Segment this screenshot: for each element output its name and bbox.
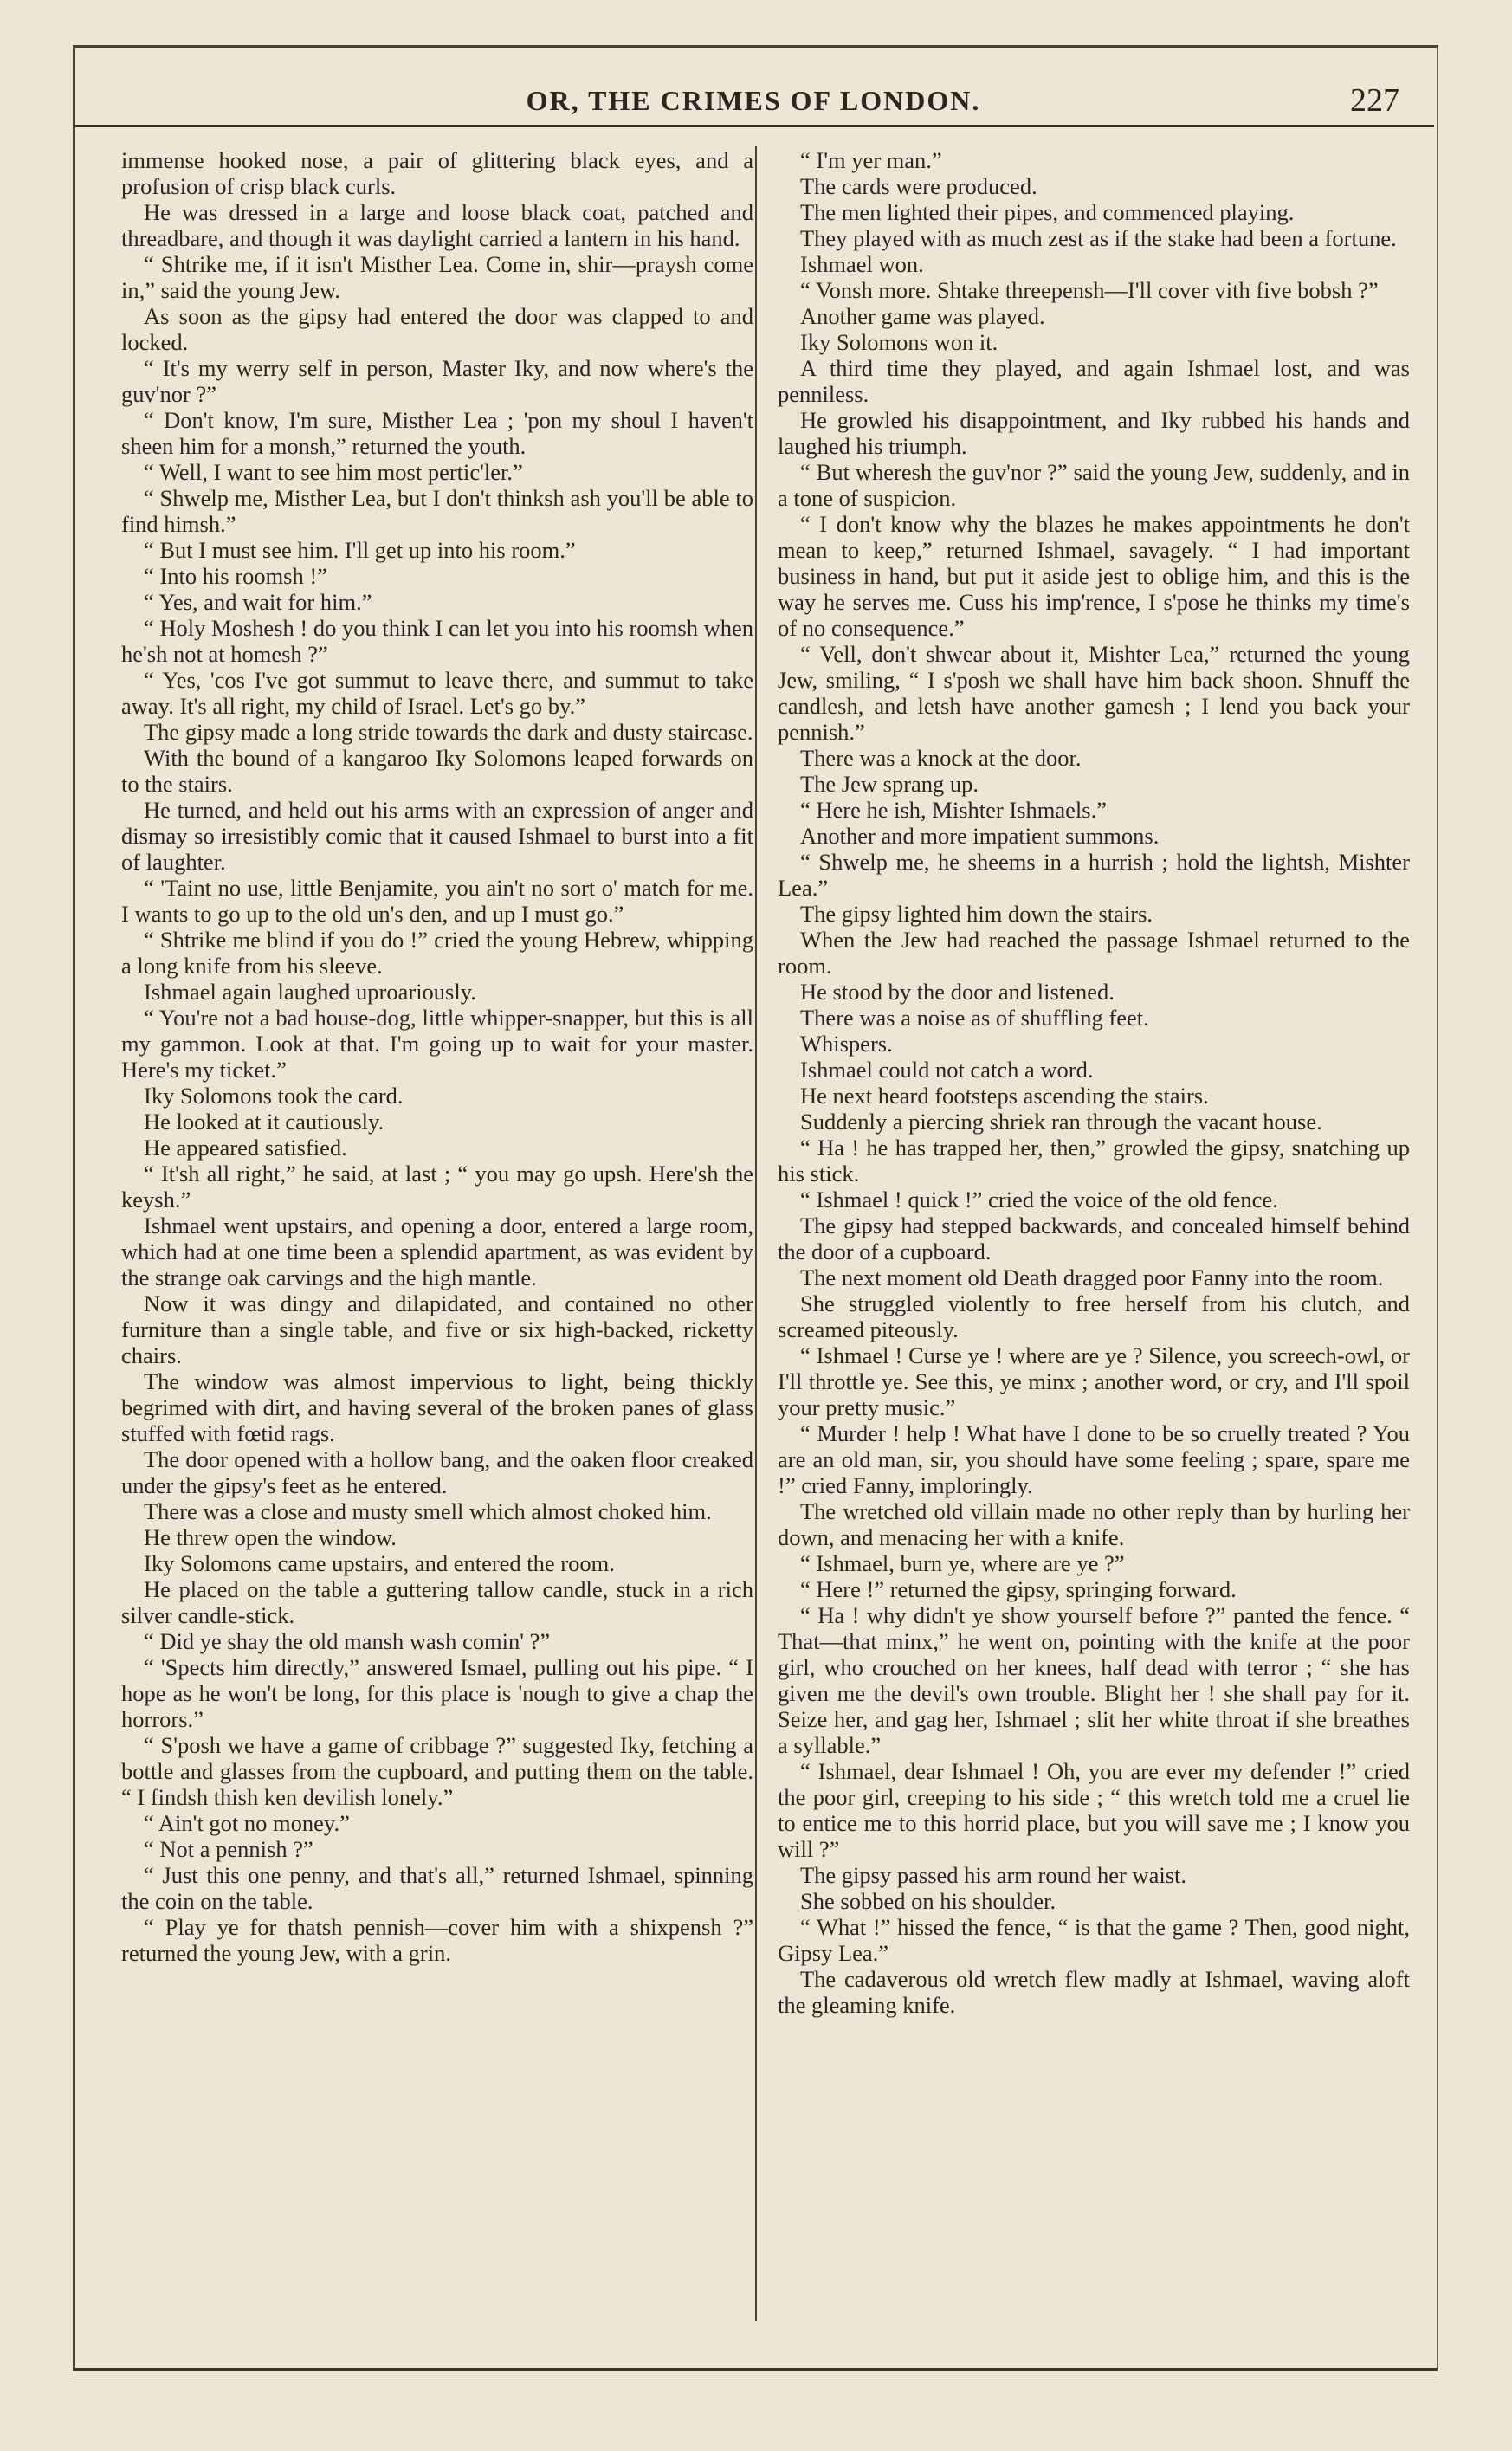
paragraph: “ Shwelp me, he sheems in a hurrish ; hold the lightsh, Mishter Lea.” (778, 849, 1410, 901)
paragraph: Another and more impatient summons. (800, 823, 1160, 849)
paragraph: “ Ha ! why didn't ye show yourself before ?” panted the fence. “ That—that minx,” he went on, pointing with the knife at the poor girl, who crouched on her knees, half dead with terror ; “ she has given me the devil's own trouble. Blight her ! she shall pay for it. Seize her, and gag her, Ishmael ; slit her white throat if she breathes a syllable.” (778, 1602, 1410, 1758)
paragraph: “ You're not a bad house-dog, little whipper-snapper, but this is all my gammon. Look at that. I'm going up to wait for your master. Here's my ticket.” (121, 1005, 753, 1083)
page-number: 227 (1350, 82, 1399, 119)
paragraph: The next moment old Death dragged poor Fanny into the room. (800, 1264, 1384, 1290)
running-title: OR, THE CRIMES OF LONDON. (526, 85, 981, 116)
paragraph: “ Vonsh more. Shtake threepensh—I'll cover vith five bobsh ?” (800, 277, 1379, 303)
right-column (778, 147, 1410, 2018)
paragraph: “ Not a pennish ?” (144, 1836, 313, 1862)
running-header (73, 81, 1434, 127)
paragraph: “ Play ye for thatsh pennish—cover him with a shixpensh ?” returned the young Jew, with a grin. (121, 1914, 753, 1966)
paragraph: “ S'posh we have a game of cribbage ?” suggested Iky, fetching a bottle and glasses from the cupboard, and putting them on the table. “ I findsh thish ken devilish lonely.” (121, 1732, 753, 1810)
paragraph: Another game was played. (800, 303, 1045, 329)
paragraph: “ 'Taint no use, little Benjamite, you ain't no sort o' match for me. I wants to go up to the old un's den, and up I must go.” (121, 875, 753, 927)
paragraph: “ Shwelp me, Misther Lea, but I don't thinksh ash you'll be able to find himsh.” (121, 485, 753, 537)
paragraph: “ 'Spects him directly,” answered Ismael, pulling out his pipe. “ I hope as he won't be long, for this place is 'nough to give a chap the horrors.” (121, 1654, 753, 1732)
paragraph: The cards were produced. (800, 173, 1037, 199)
paragraph: The gipsy passed his arm round her waist. (800, 1862, 1186, 1888)
paragraph: “ What !” hissed the fence, “ is that the game ? Then, good night, Gipsy Lea.” (778, 1914, 1410, 1966)
paragraph: The gipsy made a long stride towards the dark and dusty staircase. (144, 719, 753, 745)
paragraph: “ Shtrike me blind if you do !” cried the young Hebrew, whipping a long knife from his sleeve. (121, 927, 753, 979)
paragraph: “ It's my werry self in person, Master Iky, and now where's the guv'nor ?” (121, 355, 753, 407)
paragraph: “ Here he ish, Mishter Ishmaels.” (800, 797, 1107, 823)
paragraph: He next heard footsteps ascending the stairs. (800, 1083, 1209, 1109)
column-divider (755, 146, 757, 2321)
paragraph: He threw open the window. (144, 1524, 397, 1550)
paragraph: A third time they played, and again Ishmael lost, and was penniless. (778, 355, 1410, 407)
paragraph: Ishmael won. (800, 251, 924, 277)
paragraph: The window was almost impervious to light, being thickly begrimed with dirt, and having several of the broken panes of glass stuffed with fœtid rags. (121, 1368, 753, 1446)
paragraph: The Jew sprang up. (800, 771, 979, 797)
paragraph: “ I'm yer man.” (800, 147, 942, 173)
paragraph: He growled his disappointment, and Iky rubbed his hands and laughed his triumph. (778, 407, 1410, 459)
paragraph: immense hooked nose, a pair of glittering black eyes, and a profusion of crisp black curls. (121, 147, 753, 199)
paragraph: “ Yes, and wait for him.” (144, 589, 372, 615)
paragraph: “ Here !” returned the gipsy, springing forward. (800, 1576, 1237, 1602)
paragraph: “ Ishmael, dear Ishmael ! Oh, you are ever my defender !” cried the poor girl, creeping to his side ; “ this wretch told me a cruel lie to entice me to this horrid place, but you will save me ; I know you will ?” (778, 1758, 1410, 1862)
paragraph: “ I don't know why the blazes he makes appointments he don't mean to keep,” returned Ishmael, savagely. “ I had important business in hand, but put it aside jest to oblige him, and this is the way he serves me. Cuss his imp'rence, I s'pose he thinks my time's of no consequence.” (778, 511, 1410, 641)
paragraph: “ Yes, 'cos I've got summut to leave there, and summut to take away. It's all right, my child of Israel. Let's go by.” (121, 667, 753, 719)
paragraph: She sobbed on his shoulder. (800, 1888, 1056, 1914)
paragraph: “ Just this one penny, and that's all,” returned Ishmael, spinning the coin on the table. (121, 1862, 753, 1914)
paragraph: Ishmael went upstairs, and opening a door, entered a large room, which had at one time been a splendid apartment, as was evident by the strange oak carvings and the high mantle. (121, 1213, 753, 1290)
paragraph: “ Ishmael ! quick !” cried the voice of the old fence. (800, 1187, 1278, 1213)
paragraph: When the Jew had reached the passage Ishmael returned to the room. (778, 927, 1410, 979)
paragraph: Whispers. (800, 1031, 893, 1057)
paragraph: “ Holy Moshesh ! do you think I can let you into his roomsh when he'sh not at homesh ?” (121, 615, 753, 667)
paragraph: “ Shtrike me, if it isn't Misther Lea. Come in, shir—praysh come in,” said the young Jew. (121, 251, 753, 303)
paragraph: “ But I must see him. I'll get up into his room.” (144, 537, 576, 563)
paragraph: There was a close and musty smell which almost choked him. (144, 1498, 712, 1524)
paragraph: He appeared satisfied. (144, 1135, 347, 1161)
paragraph: Iky Solomons won it. (800, 329, 998, 355)
paragraph: There was a knock at the door. (800, 745, 1082, 771)
paragraph: “ Don't know, I'm sure, Misther Lea ; 'pon my shoul I haven't sheen him for a monsh,” returned the youth. (121, 407, 753, 459)
paragraph: The gipsy lighted him down the stairs. (800, 901, 1153, 927)
paragraph: The gipsy had stepped backwards, and concealed himself behind the door of a cupboard. (778, 1213, 1410, 1264)
paragraph: “ Vell, don't shwear about it, Mishter Lea,” returned the young Jew, smiling, “ I s'posh we shall have him back shoon. Shnuff the candlesh, and letsh have another gamesh ; I lend you back your pennish.” (778, 641, 1410, 745)
paragraph: They played with as much zest as if the stake had been a fortune. (800, 225, 1397, 251)
paragraph: He turned, and held out his arms with an expression of anger and dismay so irresistibly comic that it caused Ishmael to burst into a fit of laughter. (121, 797, 753, 875)
paragraph: Ishmael again laughed uproariously. (144, 979, 476, 1005)
paragraph: The cadaverous old wretch flew madly at Ishmael, waving aloft the gleaming knife. (778, 1966, 1410, 2018)
paragraph: The wretched old villain made no other reply than by hurling her down, and menacing her with a knife. (778, 1498, 1410, 1550)
paragraph: He looked at it cautiously. (144, 1109, 384, 1135)
paragraph: “ Ha ! he has trapped her, then,” growled the gipsy, snatching up his stick. (778, 1135, 1410, 1187)
paragraph: “ Into his roomsh !” (144, 563, 327, 589)
bottom-rule (73, 2368, 1438, 2371)
paragraph: Ishmael could not catch a word. (800, 1057, 1094, 1083)
paragraph: As soon as the gipsy had entered the door was clapped to and locked. (121, 303, 753, 355)
paragraph: Iky Solomons came upstairs, and entered the room. (144, 1550, 615, 1576)
paragraph: The door opened with a hollow bang, and the oaken floor creaked under the gipsy's feet as he entered. (121, 1446, 753, 1498)
paragraph: The men lighted their pipes, and commenced playing. (800, 199, 1295, 225)
paragraph: “ It'sh all right,” he said, at last ; “ you may go upsh. Here'sh the keysh.” (121, 1161, 753, 1213)
paragraph: “ Well, I want to see him most pertic'ler.” (144, 459, 523, 485)
paragraph: He placed on the table a guttering tallow candle, stuck in a rich silver candle-stick. (121, 1576, 753, 1628)
paragraph: Iky Solomons took the card. (144, 1083, 404, 1109)
paragraph: Suddenly a piercing shriek ran through the vacant house. (800, 1109, 1322, 1135)
paragraph: With the bound of a kangaroo Iky Solomons leaped forwards on to the stairs. (121, 745, 753, 797)
paragraph: “ Ishmael ! Curse ye ! where are ye ? Silence, you screech-owl, or I'll throttle ye. See this, ye minx ; another word, or cry, and I'll spoil your pretty music.” (778, 1342, 1410, 1420)
paragraph: “ Murder ! help ! What have I done to be so cruelly treated ? You are an old man, sir, you should have some feeling ; spare, spare me !” cried Fanny, imploringly. (778, 1420, 1410, 1498)
paragraph: There was a noise as of shuffling feet. (800, 1005, 1149, 1031)
paragraph: “ But wheresh the guv'nor ?” said the young Jew, suddenly, and in a tone of suspicion. (778, 459, 1410, 511)
paragraph: He stood by the door and listened. (800, 979, 1115, 1005)
paragraph: “ Did ye shay the old mansh wash comin' ?” (144, 1628, 551, 1654)
paragraph: “ Ain't got no money.” (144, 1810, 350, 1836)
paragraph: Now it was dingy and dilapidated, and contained no other furniture than a single table, and five or six high-backed, ricketty chairs. (121, 1290, 753, 1368)
left-column (121, 147, 753, 1966)
paragraph: She struggled violently to free herself from his clutch, and screamed piteously. (778, 1290, 1410, 1342)
paragraph: He was dressed in a large and loose black coat, patched and threadbare, and though it was daylight carried a lantern in his hand. (121, 199, 753, 251)
paragraph: “ Ishmael, burn ye, where are ye ?” (800, 1550, 1125, 1576)
